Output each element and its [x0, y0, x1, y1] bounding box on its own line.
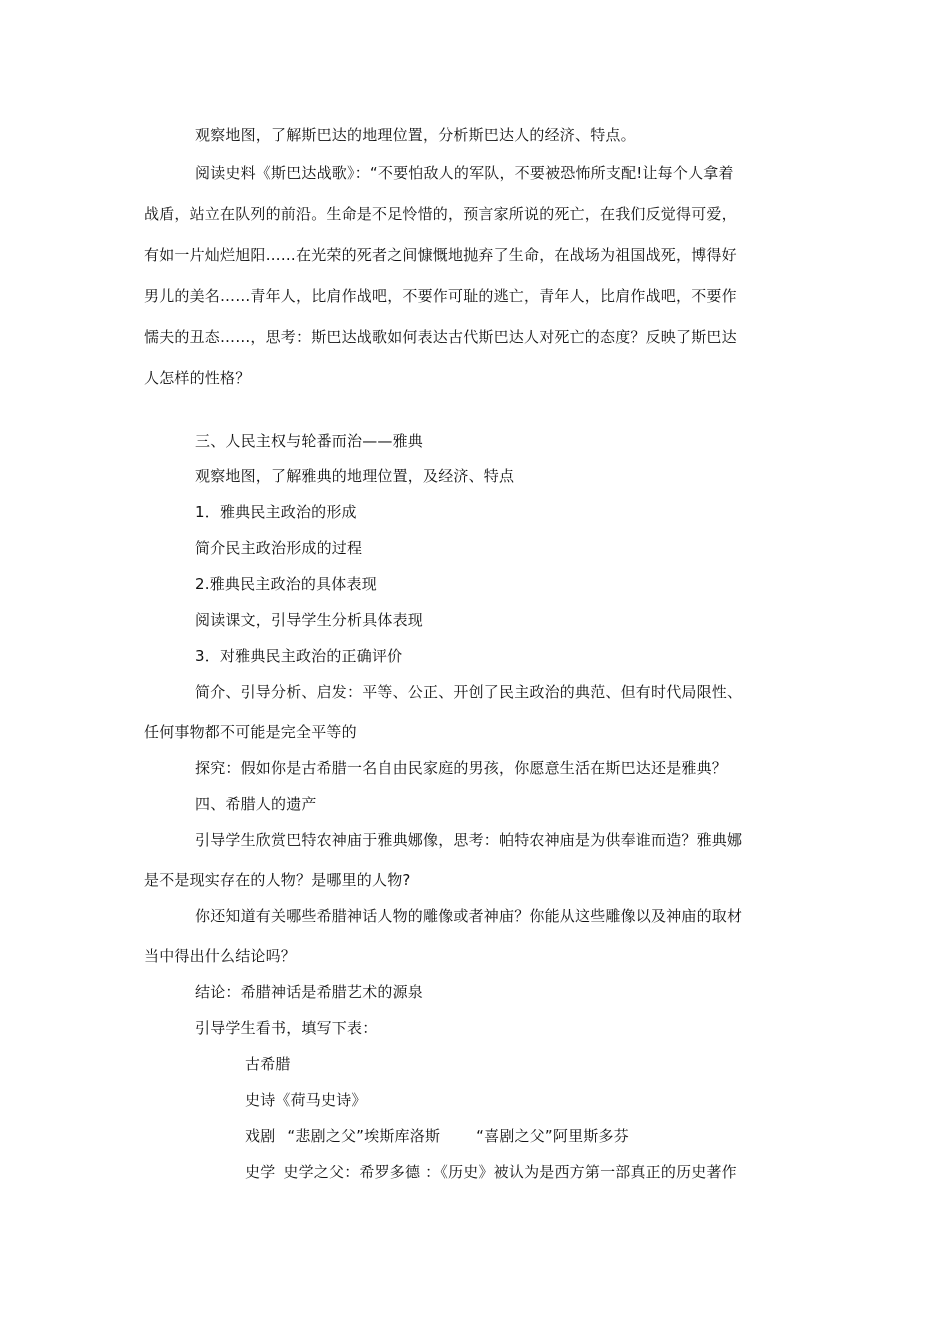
- item-3-evaluation: 3．对雅典民主政治的正确评价: [195, 647, 403, 665]
- item-1-formation: 1．雅典民主政治的形成: [195, 503, 357, 521]
- item-2-expression: 2.雅典民主政治的具体表现: [195, 575, 377, 593]
- paragraph-sparta-song-line2: 战盾，站立在队列的前沿。生命是不足怜惜的，预言家所说的死亡，在我们反觉得可爱，: [144, 205, 737, 223]
- drama-label: 戏剧: [245, 1127, 276, 1145]
- history-text: 史学之父：希罗多德 ：《历史》被认为是西方第一部真正的历史著作: [283, 1163, 737, 1181]
- history-label: 史学: [245, 1163, 276, 1181]
- drama-tragedy: “悲剧之父”埃斯库洛斯: [287, 1127, 441, 1145]
- paragraph-sparta-map: 观察地图，了解斯巴达的地理位置，分析斯巴达人的经济、特点。: [195, 126, 636, 144]
- paragraph-athens-map: 观察地图，了解雅典的地理位置，及经济、特点: [195, 467, 515, 485]
- paragraph-sparta-song: 阅读史料《斯巴达战歌》：“不要怕敌人的军队，不要被恐怖所支配!让每个人拿着: [195, 164, 734, 182]
- paragraph-evaluation-line2: 任何事物都不可能是完全平等的: [144, 723, 357, 741]
- table-heading: 古希腊: [245, 1055, 291, 1073]
- paragraph-fill-table: 引导学生看书，填写下表：: [195, 1019, 378, 1037]
- table-row-epic: 史诗《荷马史诗》: [245, 1091, 367, 1109]
- paragraph-statues-line2: 当中得出什么结论吗？: [144, 947, 297, 965]
- table-row-drama: [245, 1126, 629, 1146]
- paragraph-expression: 阅读课文，引导学生分析具体表现: [195, 611, 424, 629]
- paragraph-sparta-song-line5: 懦夫的丑态……，思考：斯巴达战歌如何表达古代斯巴达人对死亡的态度？反映了斯巴达: [144, 328, 737, 346]
- section-heading-athens: 三、人民主权与轮番而治——雅典: [195, 432, 424, 450]
- table-row-history: [245, 1162, 737, 1182]
- paragraph-evaluation: 简介、引导分析、启发：平等、公正、开创了民主政治的典范、但有时代局限性、: [195, 683, 743, 701]
- paragraph-sparta-song-line4: 男儿的美名……青年人，比肩作战吧，不要作可耻的逃亡，青年人，比肩作战吧，不要作: [144, 287, 737, 305]
- paragraph-statues: 你还知道有关哪些希腊神话人物的雕像或者神庙？你能从这些雕像以及神庙的取材: [195, 907, 743, 925]
- paragraph-formation-intro: 简介民主政治形成的过程: [195, 539, 363, 557]
- drama-comedy: “喜剧之父”阿里斯多芬: [476, 1127, 629, 1145]
- section-heading-legacy: 四、希腊人的遗产: [195, 795, 317, 813]
- paragraph-sparta-song-line6: 人怎样的性格？: [144, 369, 251, 387]
- paragraph-inquiry: 探究：假如你是古希腊一名自由民家庭的男孩，你愿意生活在斯巴达还是雅典？: [195, 759, 728, 777]
- paragraph-parthenon: 引导学生欣赏巴特农神庙于雅典娜像，思考：帕特农神庙是为供奉谁而造？雅典娜: [195, 831, 743, 849]
- paragraph-parthenon-line2: 是不是现实存在的人物？是哪里的人物?: [144, 871, 411, 889]
- paragraph-conclusion: 结论：希腊神话是希腊艺术的源泉: [195, 983, 424, 1001]
- paragraph-sparta-song-line3: 有如一片灿烂旭阳……在光荣的死者之间慷慨地抛弃了生命，在战场为祖国战死，博得好: [144, 246, 737, 264]
